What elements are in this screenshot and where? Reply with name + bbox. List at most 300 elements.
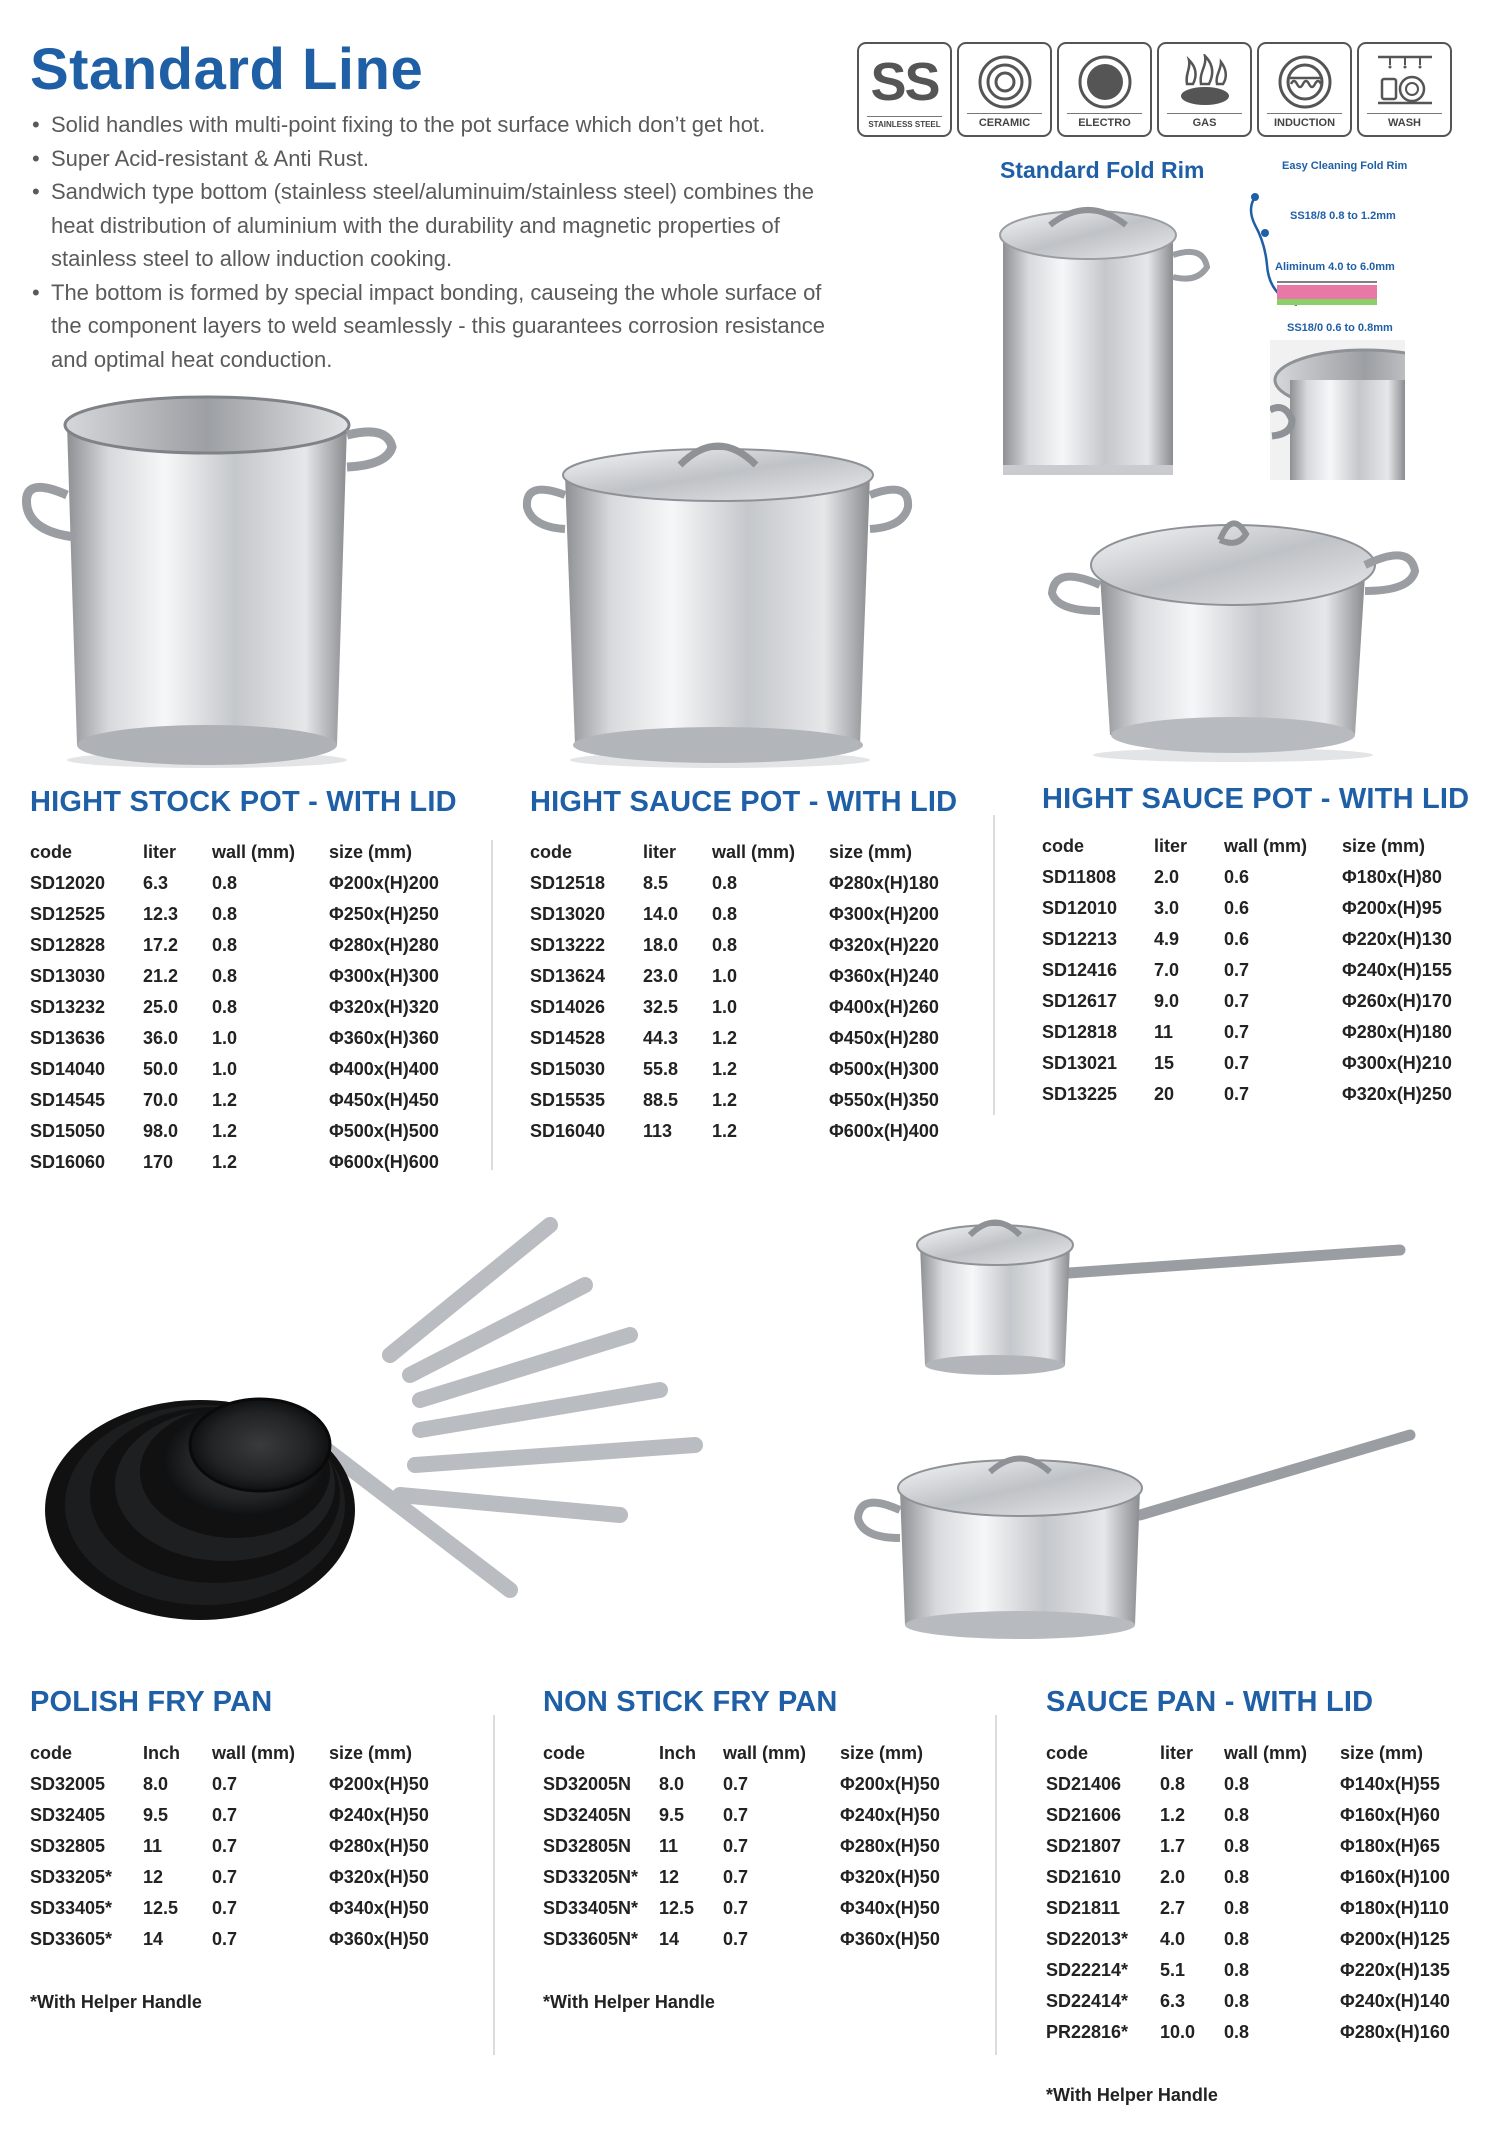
cell-liter: 6.3 (1160, 1991, 1186, 2011)
table-row (1042, 986, 1472, 1017)
section-title-polish-fry-pan: POLISH FRY PAN (30, 1686, 273, 1718)
col-header-inch: Inch (659, 1743, 697, 1763)
table-row (30, 1769, 459, 1800)
cell-wall: 0.8 (212, 935, 238, 955)
cell-code: SD13636 (30, 1028, 106, 1048)
cell-size: Φ320x(H)320 (329, 997, 439, 1017)
low-sauce-pot-photo (1040, 500, 1425, 765)
table-row (1042, 862, 1472, 893)
cell-size: Φ240x(H)140 (1340, 1991, 1450, 2011)
col-header-size: size (mm) (329, 842, 413, 862)
cell-size: Φ320x(H)220 (829, 935, 939, 955)
cell-inch: 8.0 (659, 1774, 685, 1794)
cell-code: SD12525 (30, 904, 106, 924)
cell-code: SD32805 (30, 1836, 106, 1856)
cell-code: SD12828 (30, 935, 106, 955)
table-row (30, 868, 459, 899)
section-title-non-stick-fry-pan: NON STICK FRY PAN (543, 1686, 838, 1718)
table-row (543, 1769, 970, 1800)
fold-rim-diagram (1245, 155, 1500, 340)
cell-wall: 0.8 (1224, 1929, 1250, 1949)
cell-wall: 0.7 (1224, 960, 1250, 980)
cell-liter: 17.2 (143, 935, 179, 955)
cell-inch: 12.5 (659, 1898, 695, 1918)
cell-code: SD21406 (1046, 1774, 1122, 1794)
cell-wall: 1.0 (712, 997, 738, 1017)
cell-liter: 18.0 (643, 935, 679, 955)
section-title-low-sauce-pot: HIGHT SAUCE POT - WITH LID (1042, 783, 1470, 815)
table-row (30, 1800, 459, 1831)
cell-code: SD15050 (30, 1121, 106, 1141)
table-row (1042, 1048, 1472, 1079)
cell-inch: 11 (143, 1836, 163, 1856)
cell-liter: 170 (143, 1152, 174, 1172)
cell-wall: 0.8 (712, 935, 738, 955)
cell-size: Φ240x(H)50 (329, 1805, 429, 1825)
cell-inch: 14 (143, 1929, 164, 1949)
cell-wall: 1.0 (212, 1028, 238, 1048)
table-row (30, 961, 459, 992)
cell-liter: 20 (1154, 1084, 1175, 1104)
cell-code: SD32805N (543, 1836, 632, 1856)
cell-code: SD22013* (1046, 1929, 1129, 1949)
cell-code: SD14528 (530, 1028, 606, 1048)
cell-wall: 0.6 (1224, 867, 1250, 887)
cell-wall: 0.7 (723, 1929, 749, 1949)
helper-handle-note: *With Helper Handle (30, 1992, 202, 2012)
column-divider (993, 815, 995, 1115)
cell-code: SD15535 (530, 1090, 606, 1110)
table-row (30, 1924, 459, 1955)
col-header-code: code (1046, 1743, 1089, 1763)
cell-size: Φ200x(H)95 (1342, 898, 1442, 918)
table-row (530, 961, 959, 992)
cell-inch: 12 (659, 1867, 680, 1887)
col-header-wall: wall (mm) (1224, 1743, 1308, 1763)
cell-code: SD16040 (530, 1121, 606, 1141)
cell-code: SD33405* (30, 1898, 113, 1918)
cell-code: SD14026 (530, 997, 606, 1017)
cell-size: Φ180x(H)80 (1342, 867, 1442, 887)
cell-liter: 2.7 (1160, 1898, 1186, 1918)
cell-size: Φ360x(H)360 (329, 1028, 439, 1048)
cell-liter: 44.3 (643, 1028, 679, 1048)
table-row (543, 1831, 970, 1862)
cell-liter: 113 (643, 1121, 673, 1141)
column-divider (491, 840, 493, 1170)
table-row (1042, 955, 1472, 986)
cell-liter: 32.5 (643, 997, 679, 1017)
cell-wall: 1.2 (712, 1090, 738, 1110)
cell-wall: 0.8 (1224, 1836, 1250, 1856)
col-header-code: code (530, 842, 573, 862)
table-row (1042, 1079, 1472, 1110)
col-header-size: size (mm) (829, 842, 913, 862)
page-title: Standard Line (30, 37, 424, 102)
cell-size: Φ340x(H)50 (840, 1898, 940, 1918)
cell-wall: 0.7 (723, 1836, 749, 1856)
fold-rim-title: Standard Fold Rim (1000, 157, 1205, 183)
cell-code: SD22214* (1046, 1960, 1129, 1980)
table-row (530, 899, 959, 930)
cell-size: Φ240x(H)50 (840, 1805, 940, 1825)
cell-liter: 98.0 (143, 1121, 179, 1141)
cell-code: SD33205* (30, 1867, 113, 1887)
table-header-row (543, 1738, 970, 1769)
cell-wall: 1.0 (212, 1059, 238, 1079)
cell-code: SD15030 (530, 1059, 606, 1079)
stainless-steel-icon (857, 42, 952, 137)
high-sauce-pot-photo (520, 435, 915, 770)
ss-symbol: SS (870, 52, 939, 112)
cell-wall: 0.7 (723, 1867, 749, 1887)
section-title-sauce-pan: SAUCE PAN - WITH LID (1046, 1686, 1374, 1718)
cell-size: Φ260x(H)170 (1342, 991, 1452, 1011)
cell-inch: 8.0 (143, 1774, 169, 1794)
cell-size: Φ400x(H)260 (829, 997, 939, 1017)
dishwasher-icon (1357, 42, 1452, 137)
cell-size: Φ300x(H)200 (829, 904, 939, 924)
cell-size: Φ340x(H)50 (329, 1898, 429, 1918)
table-row (543, 1862, 970, 1893)
cell-wall: 0.7 (723, 1805, 749, 1825)
cell-wall: 0.7 (1224, 991, 1250, 1011)
cell-code: SD12818 (1042, 1022, 1118, 1042)
cell-code: SD32405 (30, 1805, 106, 1825)
cell-code: SD12010 (1042, 898, 1118, 918)
cell-wall: 0.8 (212, 904, 238, 924)
cell-size: Φ320x(H)50 (329, 1867, 429, 1887)
cell-wall: 0.7 (723, 1898, 749, 1918)
table-row (1046, 2017, 1470, 2048)
cell-liter: 50.0 (143, 1059, 179, 1079)
cell-code: SD12213 (1042, 929, 1118, 949)
fold-rim-pot-photo (995, 195, 1225, 485)
table-header-row (530, 837, 959, 868)
col-header-liter: liter (1154, 836, 1188, 856)
table-row (1046, 1924, 1470, 1955)
cell-wall: 0.7 (212, 1898, 238, 1918)
cell-size: Φ160x(H)100 (1340, 1867, 1450, 1887)
cell-inch: 11 (659, 1836, 679, 1856)
cell-wall: 1.2 (212, 1152, 238, 1172)
cell-wall: 0.8 (212, 966, 238, 986)
table-row (1046, 1831, 1470, 1862)
section-title-stock-pot: HIGHT STOCK POT - WITH LID (30, 786, 457, 818)
cell-code: SD33605* (30, 1929, 113, 1949)
table-row (530, 930, 959, 961)
cell-wall: 1.0 (712, 966, 738, 986)
sauce-pan-table (1046, 1738, 1470, 2048)
cell-wall: 0.7 (1224, 1022, 1250, 1042)
table-header-row (1042, 831, 1472, 862)
cell-inch: 9.5 (659, 1805, 685, 1825)
table-row (1046, 1986, 1470, 2017)
col-header-wall: wall (mm) (1224, 836, 1308, 856)
cell-wall: 0.8 (1224, 1805, 1250, 1825)
col-header-code: code (30, 1743, 73, 1763)
cell-code: SD33605N* (543, 1929, 639, 1949)
table-row (543, 1893, 970, 1924)
cell-code: SD13232 (30, 997, 106, 1017)
table-row (543, 1924, 970, 1955)
cell-size: Φ500x(H)300 (829, 1059, 939, 1079)
ss18-8-label: SS18/8 0.8 to 1.2mm (1290, 210, 1396, 222)
col-header-size: size (mm) (1342, 836, 1426, 856)
cell-size: Φ300x(H)300 (329, 966, 439, 986)
cell-liter: 21.2 (143, 966, 179, 986)
col-header-liter: liter (1160, 1743, 1194, 1763)
cell-size: Φ280x(H)180 (1342, 1022, 1452, 1042)
cell-code: SD13225 (1042, 1084, 1118, 1104)
cell-inch: 12.5 (143, 1898, 179, 1918)
cell-wall: 0.8 (712, 904, 738, 924)
section-title-high-sauce-pot: HIGHT SAUCE POT - WITH LID (530, 786, 958, 818)
table-row (30, 1893, 459, 1924)
cell-inch: 12 (143, 1867, 164, 1887)
cell-size: Φ300x(H)210 (1342, 1053, 1452, 1073)
cell-wall: 0.6 (1224, 898, 1250, 918)
cell-wall: 1.2 (212, 1090, 238, 1110)
low-sauce-pot-table (1042, 831, 1472, 1110)
cell-liter: 4.9 (1154, 929, 1180, 949)
cell-liter: 70.0 (143, 1090, 179, 1110)
cell-wall: 0.7 (212, 1929, 238, 1949)
cell-code: SD11808 (1042, 867, 1117, 887)
cell-wall: 0.8 (1224, 1991, 1250, 2011)
cell-size: Φ600x(H)400 (829, 1121, 939, 1141)
table-header-row (30, 1738, 459, 1769)
cell-size: Φ320x(H)50 (840, 1867, 940, 1887)
cell-size: Φ180x(H)65 (1340, 1836, 1440, 1856)
cell-liter: 10.0 (1160, 2022, 1196, 2042)
cell-wall: 0.7 (1224, 1084, 1250, 1104)
cell-size: Φ240x(H)155 (1342, 960, 1452, 980)
table-row (30, 1831, 459, 1862)
electric-hob-icon (1057, 42, 1152, 137)
col-header-wall: wall (mm) (212, 1743, 296, 1763)
col-header-wall: wall (mm) (712, 842, 796, 862)
cell-size: Φ280x(H)280 (329, 935, 439, 955)
cell-inch: 9.5 (143, 1805, 169, 1825)
table-row (30, 930, 459, 961)
cell-size: Φ220x(H)130 (1342, 929, 1452, 949)
cell-code: SD21610 (1046, 1867, 1122, 1887)
cell-size: Φ280x(H)160 (1340, 2022, 1450, 2042)
cell-liter: 6.3 (143, 873, 169, 893)
fold-rim-closeup-photo (1270, 340, 1405, 480)
cell-code: SD33405N* (543, 1898, 639, 1918)
cell-code: SD21606 (1046, 1805, 1122, 1825)
cell-wall: 1.2 (712, 1059, 738, 1079)
cell-size: Φ180x(H)110 (1340, 1898, 1449, 1918)
cell-code: SD32005 (30, 1774, 106, 1794)
cell-wall: 0.8 (212, 997, 238, 1017)
cell-code: SD13021 (1042, 1053, 1118, 1073)
table-row (30, 992, 459, 1023)
icon-label: INDUCTION (1267, 113, 1342, 135)
cell-code: SD13624 (530, 966, 606, 986)
cell-code: SD22414* (1046, 1991, 1129, 2011)
table-row (1046, 1955, 1470, 1986)
table-row (1046, 1800, 1470, 1831)
cell-code: SD16060 (30, 1152, 106, 1172)
sauce-pans-photo (840, 1190, 1420, 1650)
column-divider (493, 1715, 495, 2055)
table-row (30, 1147, 459, 1178)
col-header-liter: liter (143, 842, 177, 862)
feature-bullet: • Super Acid-resistant & Anti Rust. (30, 142, 830, 176)
cell-wall: 0.8 (1224, 1960, 1250, 1980)
col-header-code: code (1042, 836, 1085, 856)
cell-wall: 0.8 (1224, 1774, 1250, 1794)
table-row (530, 1085, 959, 1116)
cell-liter: 11 (1154, 1022, 1174, 1042)
cell-wall: 0.7 (212, 1774, 238, 1794)
icon-label: STAINLESS STEEL (867, 116, 942, 135)
cell-wall: 0.8 (1224, 2022, 1250, 2042)
table-row (543, 1800, 970, 1831)
cell-wall: 0.6 (1224, 929, 1250, 949)
table-row (530, 992, 959, 1023)
cell-wall: 0.8 (1224, 1867, 1250, 1887)
cell-wall: 1.2 (712, 1028, 738, 1048)
cell-size: Φ200x(H)125 (1340, 1929, 1450, 1949)
table-row (530, 1054, 959, 1085)
icon-label: ELECTRO (1067, 113, 1142, 135)
col-header-size: size (mm) (840, 1743, 924, 1763)
icon-label: GAS (1167, 113, 1242, 135)
table-row (1042, 1017, 1472, 1048)
cell-wall: 1.2 (212, 1121, 238, 1141)
aluminum-layer-label: Aliminum 4.0 to 6.0mm (1275, 261, 1395, 273)
col-header-size: size (mm) (329, 1743, 413, 1763)
cell-liter: 1.7 (1160, 1836, 1186, 1856)
col-header-code: code (543, 1743, 586, 1763)
cell-wall: 0.7 (723, 1774, 749, 1794)
cell-liter: 4.0 (1160, 1929, 1186, 1949)
cell-wall: 0.7 (212, 1867, 238, 1887)
col-header-code: code (30, 842, 73, 862)
cell-code: SD12020 (30, 873, 106, 893)
cell-size: Φ200x(H)200 (329, 873, 439, 893)
table-row (530, 868, 959, 899)
cell-liter: 55.8 (643, 1059, 679, 1079)
cell-wall: 0.8 (212, 873, 238, 893)
fry-pans-photo (30, 1210, 750, 1640)
stock-pot-photo (22, 395, 407, 770)
cell-code: SD13222 (530, 935, 606, 955)
table-row (530, 1116, 959, 1147)
cell-size: Φ450x(H)280 (829, 1028, 939, 1048)
cell-liter: 2.0 (1160, 1867, 1186, 1887)
cell-liter: 1.2 (1160, 1805, 1186, 1825)
cell-liter: 3.0 (1154, 898, 1180, 918)
cell-size: Φ200x(H)50 (840, 1774, 940, 1794)
cell-code: SD13020 (530, 904, 606, 924)
cell-liter: 12.3 (143, 904, 179, 924)
ceramic-hob-icon (957, 42, 1052, 137)
cell-inch: 14 (659, 1929, 680, 1949)
feature-bullet: • The bottom is formed by special impact bonding, causeing the whole surface of the component layers to weld seamlessly - this guarantees corrosion resistance and optimal heat conduction. (30, 276, 830, 377)
cell-size: Φ280x(H)50 (329, 1836, 429, 1856)
table-row (30, 1023, 459, 1054)
cell-size: Φ500x(H)500 (329, 1121, 439, 1141)
cell-wall: 0.7 (212, 1805, 238, 1825)
cell-liter: 88.5 (643, 1090, 679, 1110)
icon-label: WASH (1367, 113, 1442, 135)
cell-code: SD12518 (530, 873, 606, 893)
table-row (1042, 924, 1472, 955)
col-header-wall: wall (mm) (212, 842, 296, 862)
table-header-row (30, 837, 459, 868)
cell-code: PR22816* (1046, 2022, 1129, 2042)
cell-size: Φ220x(H)135 (1340, 1960, 1450, 1980)
table-row (30, 1116, 459, 1147)
cell-liter: 2.0 (1154, 867, 1180, 887)
cell-size: Φ360x(H)50 (329, 1929, 429, 1949)
gas-flame-icon (1157, 42, 1252, 137)
cell-size: Φ320x(H)250 (1342, 1084, 1452, 1104)
cell-wall: 0.8 (712, 873, 738, 893)
cell-code: SD12416 (1042, 960, 1118, 980)
col-header-inch: Inch (143, 1743, 181, 1763)
cell-liter: 9.0 (1154, 991, 1180, 1011)
table-row (1046, 1769, 1470, 1800)
cell-liter: 8.5 (643, 873, 669, 893)
cell-liter: 7.0 (1154, 960, 1180, 980)
table-row (530, 1023, 959, 1054)
cell-liter: 36.0 (143, 1028, 179, 1048)
cell-size: Φ280x(H)180 (829, 873, 939, 893)
cell-size: Φ200x(H)50 (329, 1774, 429, 1794)
table-row (30, 899, 459, 930)
table-header-row (1046, 1738, 1470, 1769)
stock-pot-table (30, 837, 459, 1178)
table-row (1042, 893, 1472, 924)
column-divider (995, 1715, 997, 2055)
ss18-0-label: SS18/0 0.6 to 0.8mm (1287, 322, 1393, 334)
cell-code: SD21811 (1046, 1898, 1121, 1918)
cell-size: Φ280x(H)50 (840, 1836, 940, 1856)
cell-code: SD33205N* (543, 1867, 639, 1887)
easy-rim-label: Easy Cleaning Fold Rim (1282, 160, 1408, 172)
cell-code: SD32005N (543, 1774, 632, 1794)
cell-wall: 0.7 (212, 1836, 238, 1856)
cell-wall: 1.2 (712, 1121, 738, 1141)
helper-handle-note: *With Helper Handle (543, 1992, 715, 2012)
cell-liter: 23.0 (643, 966, 679, 986)
feature-bullet: • Sandwich type bottom (stainless steel/aluminuim/stainless steel) combines the heat distribution of aluminium with the durability and magnetic properties of stainless steel to allow induction cooking. (30, 175, 830, 276)
polish-fry-pan-table (30, 1738, 459, 1955)
table-row (1046, 1893, 1470, 1924)
cell-size: Φ450x(H)450 (329, 1090, 439, 1110)
cell-size: Φ400x(H)400 (329, 1059, 439, 1079)
cell-size: Φ550x(H)350 (829, 1090, 939, 1110)
cell-size: Φ360x(H)50 (840, 1929, 940, 1949)
high-sauce-pot-table (530, 837, 959, 1147)
col-header-wall: wall (mm) (723, 1743, 807, 1763)
table-row (30, 1862, 459, 1893)
cell-code: SD13030 (30, 966, 106, 986)
table-row (1046, 1862, 1470, 1893)
cell-size: Φ360x(H)240 (829, 966, 939, 986)
icon-label: CERAMIC (967, 113, 1042, 135)
cell-size: Φ140x(H)55 (1340, 1774, 1440, 1794)
cell-code: SD14040 (30, 1059, 106, 1079)
compatibility-icons (857, 42, 1452, 137)
cell-code: SD21807 (1046, 1836, 1122, 1856)
